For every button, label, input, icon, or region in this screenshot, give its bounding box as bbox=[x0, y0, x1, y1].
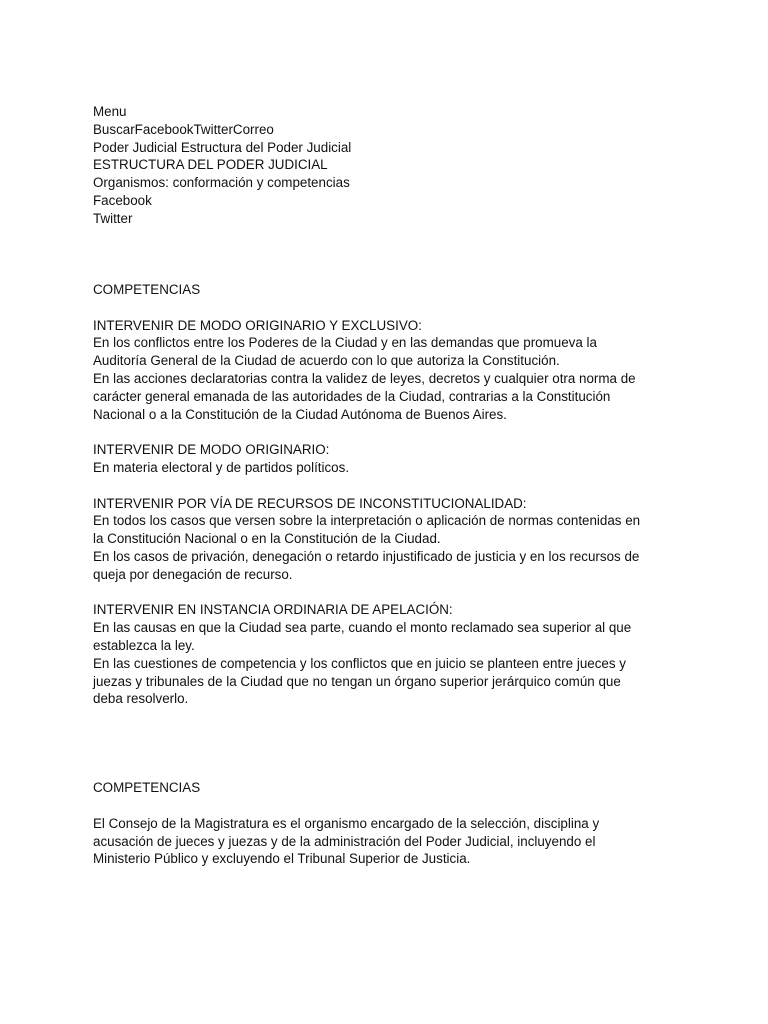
consejo-paragraph bbox=[93, 815, 693, 868]
block-inconstitucionalidad bbox=[93, 495, 693, 584]
block-line: establezca la ley. bbox=[93, 637, 195, 653]
twitter-link[interactable]: Twitter bbox=[93, 210, 133, 226]
page-subtitle: Organismos: conformación y competencias bbox=[93, 175, 350, 191]
share-links[interactable]: BuscarFacebookTwitterCorreo bbox=[93, 121, 274, 137]
paragraph-line: acusación de jueces y juezas y de la administración del Poder Judicial, incluyendo el bbox=[93, 833, 596, 849]
block-line: En materia electoral y de partidos políticos. bbox=[93, 459, 350, 475]
page-title: ESTRUCTURA DEL PODER JUDICIAL bbox=[93, 157, 328, 173]
section-heading-competencias-1: COMPETENCIAS bbox=[93, 281, 201, 297]
block-originario-exclusivo bbox=[93, 317, 693, 424]
section-heading-competencias-2: COMPETENCIAS bbox=[93, 780, 201, 796]
document-page bbox=[93, 103, 693, 868]
menu-link[interactable]: Menu bbox=[93, 104, 127, 119]
block-line: la Constitución Nacional o en la Constitución de la Ciudad. bbox=[93, 531, 441, 547]
paragraph-line: El Consejo de la Magistratura es el organismo encargado de la selección, disciplina y bbox=[93, 815, 600, 831]
block-line: Auditoría General de la Ciudad de acuerdo con lo que autoriza la Constitución. bbox=[93, 353, 560, 369]
block-apelacion bbox=[93, 601, 693, 708]
block-line: En todos los casos que versen sobre la interpretación o aplicación de normas contenidas en bbox=[93, 513, 641, 529]
block-line: Nacional o a la Constitución de la Ciudad Autónoma de Buenos Aires. bbox=[93, 406, 507, 422]
block-title: INTERVENIR EN INSTANCIA ORDINARIA DE APELACIÓN: bbox=[93, 602, 453, 618]
block-line: En las causas en que la Ciudad sea parte, cuando el monto reclamado sea superior al que bbox=[93, 620, 632, 636]
block-line: juezas y tribunales de la Ciudad que no tengan un órgano superior jerárquico común que bbox=[93, 673, 621, 689]
breadcrumb[interactable]: Poder Judicial Estructura del Poder Judicial bbox=[93, 139, 352, 155]
facebook-link[interactable]: Facebook bbox=[93, 192, 152, 208]
block-title: INTERVENIR POR VÍA DE RECURSOS DE INCONSTITUCIONALIDAD: bbox=[93, 495, 527, 511]
block-line: En los casos de privación, denegación o retardo injustificado de justicia y en los recursos de bbox=[93, 548, 640, 564]
block-line: En los conflictos entre los Poderes de la Ciudad y en las demandas que promueva la bbox=[93, 335, 597, 351]
block-line: queja por denegación de recurso. bbox=[93, 566, 293, 582]
block-line: carácter general emanada de las autoridades de la Ciudad, contrarias a la Constitución bbox=[93, 388, 611, 404]
block-line: En las cuestiones de competencia y los conflictos que en juicio se planteen entre jueces y bbox=[93, 655, 626, 671]
block-originario bbox=[93, 441, 693, 477]
block-line: deba resolverlo. bbox=[93, 691, 189, 707]
block-title: INTERVENIR DE MODO ORIGINARIO Y EXCLUSIVO: bbox=[93, 317, 422, 333]
paragraph-line: Ministerio Público y excluyendo el Tribunal Superior de Justicia. bbox=[93, 851, 471, 867]
block-line: En las acciones declaratorias contra la validez de leyes, decretos y cualquier otra norma de bbox=[93, 370, 636, 386]
block-title: INTERVENIR DE MODO ORIGINARIO: bbox=[93, 442, 330, 458]
